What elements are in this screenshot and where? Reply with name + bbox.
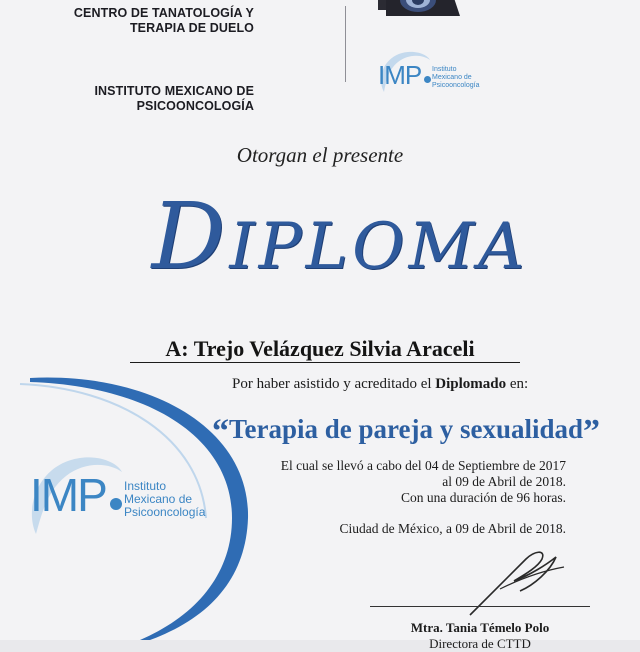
imp-logo-large-caption-line1: Instituto (124, 479, 167, 493)
imp-logo-large-word: IMP (30, 469, 106, 521)
imp-logo-large-dot (110, 498, 122, 510)
diploma-title (150, 182, 530, 302)
place-and-date: Ciudad de México, a 09 de Abril de 2018. (339, 521, 566, 536)
imp-logo-large-caption-line2: Mexicano de (124, 492, 193, 506)
imp-logo-small-caption-line1: Instituto (432, 66, 457, 73)
diploma-title-text: Diploma (151, 183, 529, 290)
details-dates-line: El cual se llevó a cabo del 04 de Septiembre de 2017 (280, 458, 566, 473)
imp-logo-large-caption (124, 480, 234, 519)
recipient-name: A: Trejo Velázquez Silvia Araceli (165, 336, 475, 361)
imp-logo-small-word: IMP (378, 60, 422, 90)
details-duration: Con una duración de 96 horas. (401, 490, 566, 505)
imp-logo-small-caption-line2: Mexicano de (432, 74, 472, 81)
reason-suffix: en: (506, 376, 529, 392)
header-divider (345, 6, 346, 82)
reason-bold: Diplomado (435, 376, 507, 392)
org-center-tanatology (74, 6, 254, 36)
imp-logo-small-caption-line3: Psicooncología (432, 82, 480, 89)
org-center-line2: TERAPIA DE DUELO (129, 21, 254, 35)
org-center-line1: CENTRO DE TANATOLOGÍA Y (73, 6, 254, 20)
imp-logo-small-caption (432, 66, 502, 90)
recipient-underline (130, 362, 520, 363)
imp-logo-small-dot (424, 76, 431, 83)
org-institute-psychooncology (94, 84, 254, 114)
imp-logo-small (378, 52, 498, 98)
org-institute-line2: PSICOONCOLOGÍA (136, 99, 254, 113)
course-open-quote: “ (212, 413, 229, 450)
course-close-quote: ” (583, 413, 601, 450)
imp-logo-large-caption-line3: Psicooncología (124, 505, 206, 519)
reason-prefix: Por haber asistido y acreditado el (232, 376, 436, 392)
intro-text: Otorgan el presente (236, 143, 404, 167)
signature-line (370, 606, 590, 607)
details-end-date: al 09 de Abril de 2018. (442, 474, 566, 489)
course-name: Terapia de pareja y sexualidad (229, 414, 584, 444)
tanatology-seal-logo (376, 0, 460, 18)
signer-role: Directora de CTTD (429, 636, 531, 651)
signer-name: Mtra. Tania Témelo Polo (410, 620, 550, 635)
imp-logo-large (30, 468, 230, 548)
course-details (281, 458, 566, 506)
org-institute-line1: INSTITUTO MEXICANO DE (94, 84, 254, 98)
